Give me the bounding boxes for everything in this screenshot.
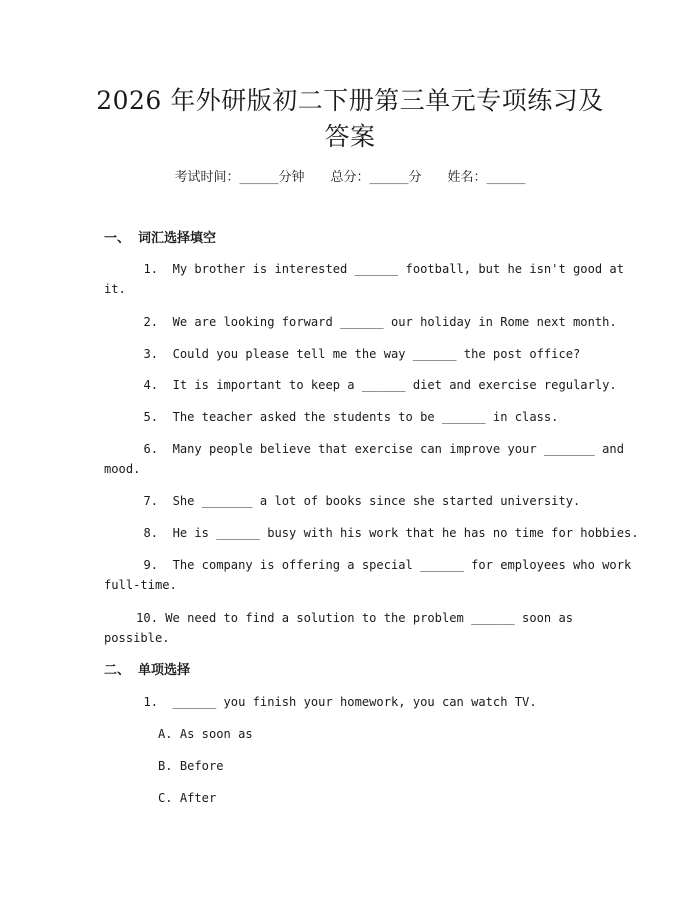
document-title-line-2: 答案 xyxy=(324,122,376,151)
question-text-continued: mood. xyxy=(104,462,141,476)
question-item xyxy=(104,555,632,595)
question-item xyxy=(104,523,639,543)
student-name-field: 姓名：______ xyxy=(447,170,526,185)
question-item xyxy=(104,608,604,648)
question-item xyxy=(104,692,604,712)
question-text: ______ you finish your homework, you can watch TV. xyxy=(172,695,537,709)
answer-option-c: C. After xyxy=(158,791,217,805)
question-text: Could you please tell me the way ______ the post office? xyxy=(172,347,581,361)
question-number: 9. xyxy=(143,558,158,572)
total-score-field: 总分：______分 xyxy=(330,170,422,185)
question-number: 7. xyxy=(143,494,158,508)
exam-meta xyxy=(0,168,700,188)
document-title-line-1: 2026 年外研版初二下册第三单元专项练习及 xyxy=(96,86,604,115)
question-number: 3. xyxy=(143,347,158,361)
question-text: He is ______ busy with his work that he has no time for hobbies. xyxy=(172,526,639,540)
question-item xyxy=(104,312,617,332)
question-number: 4. xyxy=(143,378,158,392)
question-text: She _______ a lot of books since she started university. xyxy=(172,494,581,508)
answer-option-b: B. Before xyxy=(158,759,224,773)
question-item xyxy=(104,491,604,511)
question-text-continued: full-time. xyxy=(104,578,177,592)
question-text: My brother is interested ______ football, but he isn't good at xyxy=(172,262,624,276)
question-number: 8. xyxy=(143,526,158,540)
question-number: 5. xyxy=(143,410,158,424)
question-text: Many people believe that exercise can improve your _______ and xyxy=(172,442,624,456)
section-heading-multiple-choice xyxy=(104,661,190,681)
section-number: 二、 xyxy=(104,663,131,678)
question-item xyxy=(104,259,624,299)
question-text-continued: it. xyxy=(104,282,126,296)
section-title: 单项选择 xyxy=(138,663,191,678)
question-text: The teacher asked the students to be ______ in class. xyxy=(172,410,559,424)
question-text: We need to find a solution to the problem ______ soon as xyxy=(165,611,574,625)
question-item xyxy=(104,439,624,479)
question-text: We are looking forward ______ our holiday in Rome next month. xyxy=(172,315,617,329)
question-number: 2. xyxy=(143,315,158,329)
exam-time-field: 考试时间：______分钟 xyxy=(174,170,305,185)
question-text: The company is offering a special ______ for employees who work xyxy=(172,558,632,572)
question-number: 10. xyxy=(136,611,158,625)
question-number: 1. xyxy=(143,262,158,276)
answer-option-a: A. As soon as xyxy=(158,727,253,741)
question-item xyxy=(104,375,617,395)
question-item xyxy=(104,407,604,427)
question-number: 1. xyxy=(143,695,158,709)
question-text: It is important to keep a ______ diet and exercise regularly. xyxy=(172,378,617,392)
section-heading-vocabulary xyxy=(104,229,216,249)
section-number: 一、 xyxy=(104,231,131,246)
section-title: 词汇选择填空 xyxy=(138,231,217,246)
question-number: 6. xyxy=(143,442,158,456)
question-item xyxy=(104,344,604,364)
question-text-continued: possible. xyxy=(104,631,170,645)
